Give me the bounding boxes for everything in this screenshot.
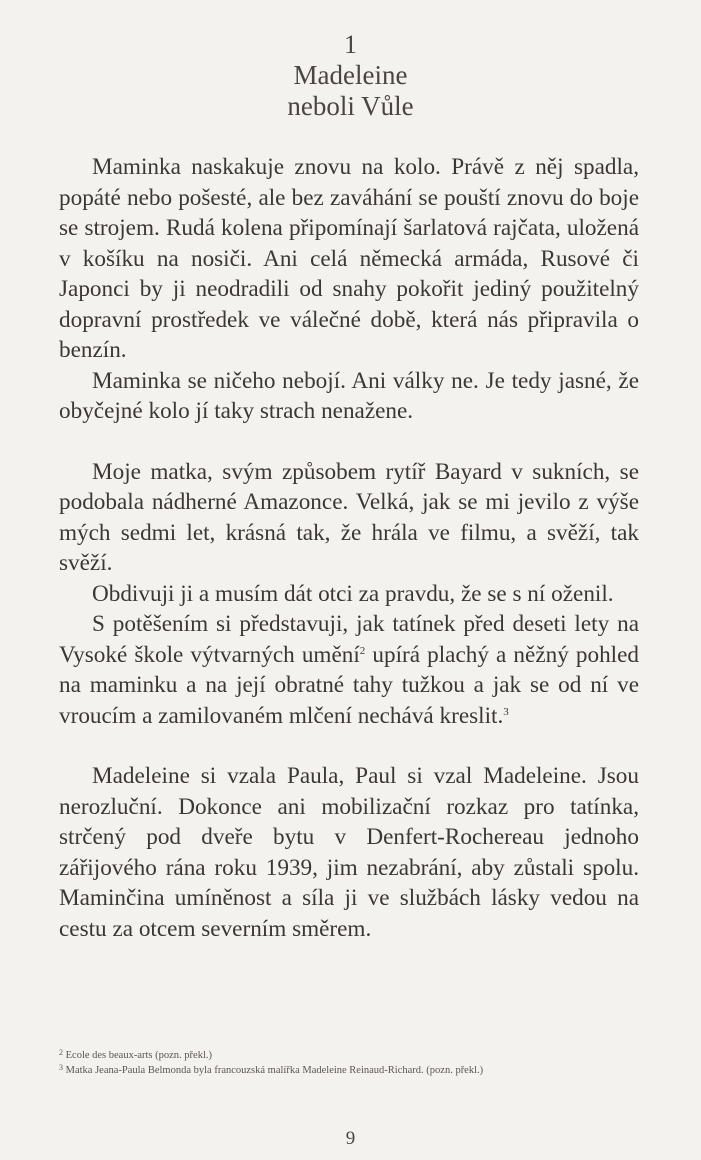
paragraph-3: Moje matka, svým způsobem rytíř Bayard v sukních, se podobala nádherné Amazonce. Velká, jak se mi jevilo z výše mých sedmi let, krásná tak, že hrála ve filmu, a svěží, tak svěží. [59, 458, 639, 576]
chapter-heading [0, 30, 701, 122]
body-text [59, 152, 639, 944]
footnote-text-2: Ecole des beaux-arts (pozn. překl.) [65, 1050, 212, 1061]
chapter-title-line-1: Madeleine [293, 60, 408, 90]
footnote-2 [59, 1048, 639, 1063]
paragraph-2: Maminka se ničeho nebojí. Ani války ne. Je tedy jasné, že obyčejné kolo jí taky strach nenažene. [59, 367, 639, 424]
footnote-mark-2: 2 [59, 1048, 63, 1057]
paragraph-1: Maminka naskakuje znovu na kolo. Právě z něj spadla, popáté nebo pošesté, ale bez zaváhání se pouští znovu do boje se strojem. Rudá kolena připomínají šarlatová rajčata, uložená v košíku na nosiči. Ani celá německá armáda, Rusové či Japonci by ji neodradili od snahy pokořit jediný použitelný dopravní prostředek ve válečné době, která nás připravila o benzín. [59, 154, 639, 363]
footnote-mark-3: 3 [59, 1063, 63, 1072]
footnote-text-3: Matka Jeana-Paula Belmonda byla francouzská malířka Madeleine Reinaud-Richard. (pozn. překl.) [65, 1065, 484, 1076]
paragraph-5-text-a: S potěšením si představuji, jak tatínek před deseti lety na Vysoké škole výtvarných umění [59, 611, 639, 668]
chapter-title-line-2: neboli Vůle [287, 91, 414, 121]
page-number: 9 [345, 1128, 356, 1149]
footnote-ref-2: 2 [359, 644, 366, 657]
paragraph-5-text-b: upírá plachý a něžný pohled na maminku a na její obratné tahy tužkou a jak se od ní ve vroucím a zamilovaném mlčení nechává kreslit. [59, 641, 640, 729]
footnote-3 [59, 1063, 639, 1078]
footnotes [59, 1048, 639, 1078]
footnote-ref-3: 3 [503, 705, 509, 718]
paragraph-5 [59, 609, 639, 731]
paragraph-4: Obdivuji ji a musím dát otci za pravdu, že se s ní oženil. [92, 580, 614, 607]
paragraph-6: Madeleine si vzala Paula, Paul si vzal Madeleine. Jsou nerozluční. Dokonce ani mobilizační rozkaz pro tatínka, strčený pod dveře bytu v Denfert-Rochereau jednoho zářijového rána roku 1939, jim nezabrání, aby zůstali spolu. Maminčina umíněnost a síla ji ve službách lásky vedou na cestu za otcem severním směrem. [59, 763, 639, 942]
chapter-number: 1 [344, 30, 357, 59]
